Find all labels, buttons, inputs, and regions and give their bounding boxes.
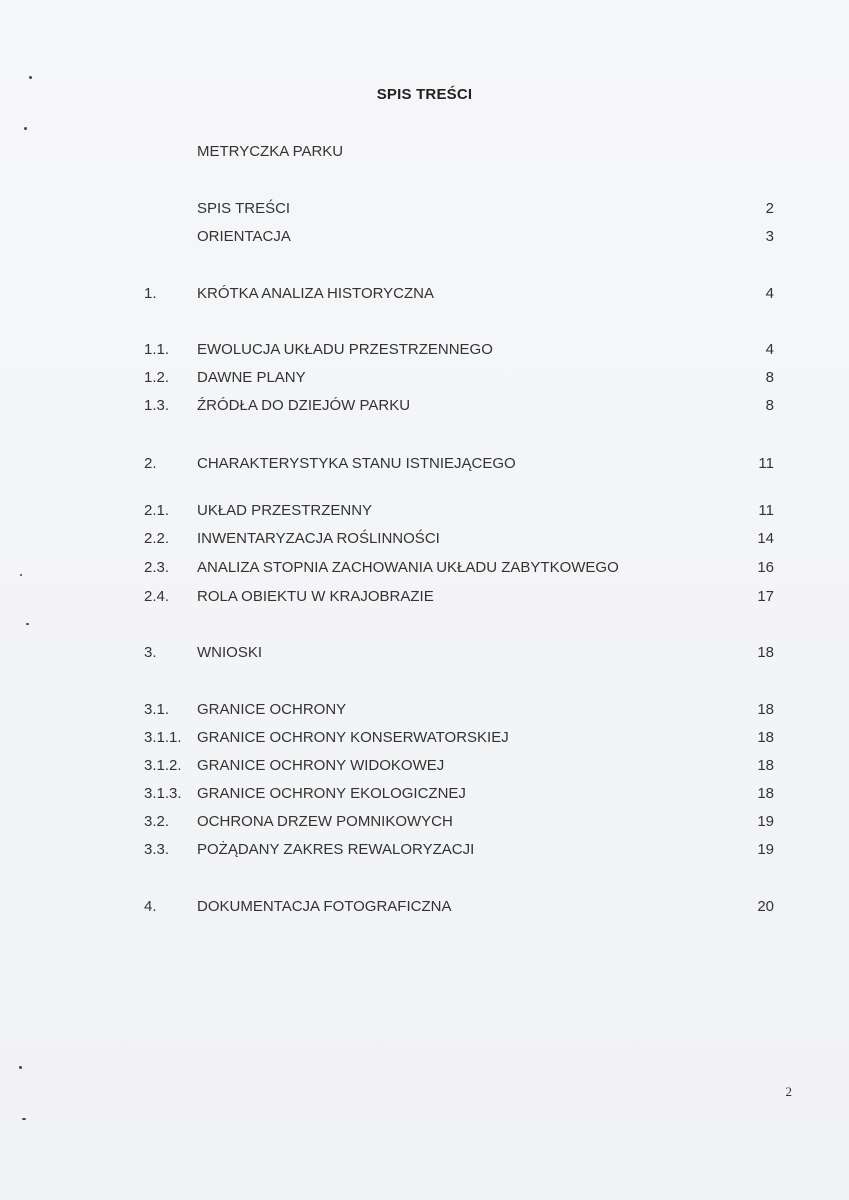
- toc-title: CHARAKTERYSTYKA STANU ISTNIEJĄCEGO: [197, 455, 516, 472]
- toc-title: OCHRONA DRZEW POMNIKOWYCH: [197, 813, 453, 830]
- toc-title: GRANICE OCHRONY EKOLOGICZNEJ: [197, 785, 466, 802]
- toc-page-number: 4: [765, 285, 774, 302]
- scan-speck: [26, 623, 29, 625]
- page-title: SPIS TREŚCI: [376, 86, 473, 103]
- toc-title: GRANICE OCHRONY: [197, 701, 347, 718]
- toc-number: 3.1.: [144, 701, 170, 718]
- toc-entry: [0, 700, 849, 720]
- scan-speck: [20, 574, 22, 576]
- scan-speck: [19, 1066, 22, 1069]
- toc-page-number: 20: [757, 898, 774, 915]
- toc-number: 2.3.: [144, 559, 170, 576]
- toc-entry: [0, 587, 849, 607]
- toc-page-number: 2: [765, 200, 774, 217]
- toc-title: UKŁAD PRZESTRZENNY: [197, 502, 373, 519]
- toc-entry: [0, 728, 849, 748]
- toc-number: 2.: [144, 455, 157, 472]
- scan-speck: [24, 127, 27, 130]
- toc-number: 1.: [144, 285, 157, 302]
- toc-page-number: 17: [757, 588, 774, 605]
- toc-number: 1.1.: [144, 341, 170, 358]
- toc-number: 1.3.: [144, 397, 170, 414]
- toc-number: 3.: [144, 644, 157, 661]
- toc-entry: [0, 340, 849, 360]
- toc-number: 3.1.1.: [144, 729, 182, 746]
- toc-number: 2.4.: [144, 588, 170, 605]
- toc-page-number: 16: [757, 559, 774, 576]
- toc-page-number: 4: [765, 341, 774, 358]
- toc-page-number: 11: [758, 455, 774, 472]
- toc-title: EWOLUCJA UKŁADU PRZESTRZENNEGO: [197, 341, 493, 358]
- toc-entry: [0, 784, 849, 804]
- toc-page-number: 18: [757, 785, 774, 802]
- toc-number: 3.2.: [144, 813, 170, 830]
- toc-entry: [0, 840, 849, 860]
- toc-title: DOKUMENTACJA FOTOGRAFICZNA: [197, 898, 452, 915]
- toc-title: ROLA OBIEKTU W KRAJOBRAZIE: [197, 588, 434, 605]
- toc-title: ŹRÓDŁA DO DZIEJÓW PARKU: [197, 397, 411, 414]
- toc-title: METRYCZKA PARKU: [197, 143, 344, 160]
- toc-number: 2.1.: [144, 502, 170, 519]
- toc-page-number: 3: [765, 228, 774, 245]
- toc-page-number: 18: [757, 757, 774, 774]
- toc-number: 1.2.: [144, 369, 170, 386]
- toc-title: KRÓTKA ANALIZA HISTORYCZNA: [197, 285, 435, 302]
- toc-entry: [0, 643, 849, 663]
- toc-title: GRANICE OCHRONY KONSERWATORSKIEJ: [197, 729, 509, 746]
- toc-entry: [0, 368, 849, 388]
- toc-page-number: 19: [757, 841, 774, 858]
- toc-title: ANALIZA STOPNIA ZACHOWANIA UKŁADU ZABYTKOWEGO: [197, 559, 619, 576]
- toc-page-number: 18: [757, 644, 774, 661]
- scan-speck: [29, 76, 32, 79]
- toc-entry: [0, 199, 849, 219]
- toc-title: WNIOSKI: [197, 644, 263, 661]
- toc-title: GRANICE OCHRONY WIDOKOWEJ: [197, 757, 445, 774]
- toc-page-number: 18: [757, 729, 774, 746]
- toc-page-number: 11: [758, 502, 774, 519]
- toc-title: ORIENTACJA: [197, 228, 291, 245]
- toc-entry: [0, 897, 849, 917]
- toc-number: 3.3.: [144, 841, 170, 858]
- toc-title: SPIS TREŚCI: [197, 200, 291, 217]
- toc-page-number: 18: [757, 701, 774, 718]
- toc-entry: [0, 756, 849, 776]
- toc-entry: [0, 812, 849, 832]
- toc-entry: [0, 558, 849, 578]
- toc-title: POŻĄDANY ZAKRES REWALORYZACJI: [197, 841, 475, 858]
- toc-entry: [0, 142, 849, 162]
- toc-entry: [0, 529, 849, 549]
- toc-page-number: 8: [765, 397, 774, 414]
- toc-number: 2.2.: [144, 530, 170, 547]
- page-number: 2: [785, 1084, 792, 1099]
- toc-entry: [0, 396, 849, 416]
- toc-page-number: 8: [765, 369, 774, 386]
- toc-page-number: 14: [757, 530, 774, 547]
- toc-entry: [0, 501, 849, 521]
- toc-number: 3.1.3.: [144, 785, 182, 802]
- scan-speck: [22, 1118, 26, 1120]
- toc-number: 3.1.2.: [144, 757, 182, 774]
- toc-number: 4.: [144, 898, 157, 915]
- toc-entry: [0, 454, 849, 474]
- toc-entry: [0, 227, 849, 247]
- toc-page-number: 19: [757, 813, 774, 830]
- toc-entry: [0, 284, 849, 304]
- toc-title: DAWNE PLANY: [197, 369, 306, 386]
- toc-title: INWENTARYZACJA ROŚLINNOŚCI: [197, 530, 440, 547]
